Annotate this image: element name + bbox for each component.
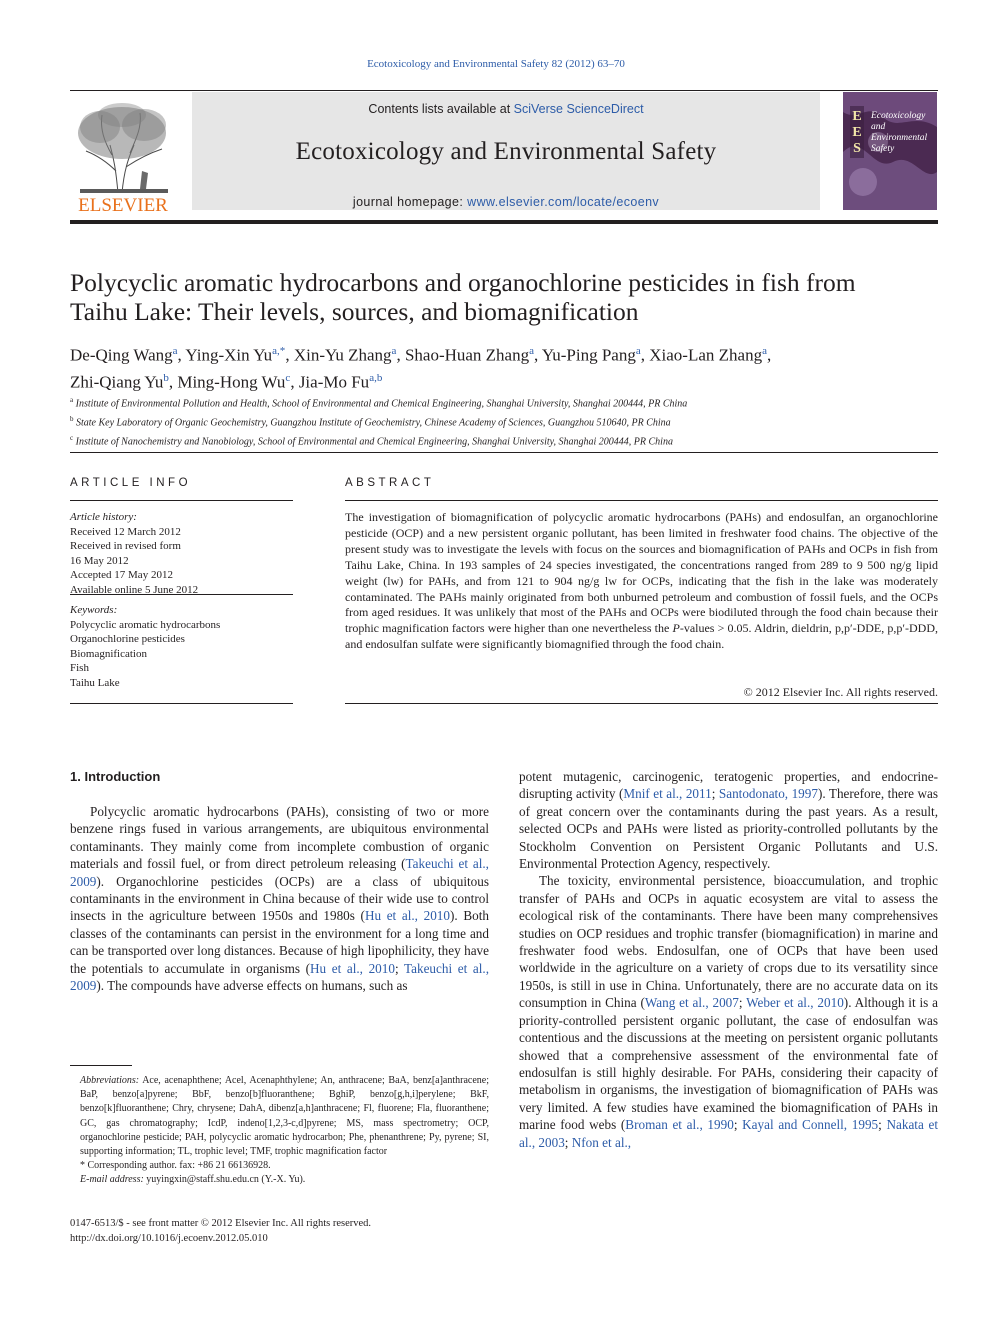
- keyword: Biomagnification: [70, 647, 147, 660]
- abstract-rule: [345, 703, 938, 704]
- abbreviations-footnote: Abbreviations: Ace, acenaphthene; Acel, Acenaphthylene; An, anthracene; BaA, benz[a]anthracene; BaP, benzo[a]pyrene; BbF, benzo[b]fluoranthene; BghiP, benzo[g,h,i]perylene; BkF, benzo[k]fluoranthene; Chry, chrysene; DahA, dibenz[a,h]anthracene; Fl, fluorene; Fla, fluoranthene; GC, gas chromatography; IcdP, indeno[1,2,3-c,d]pyrene; MS, mass spectrometry; OCP, organochlorine pesticide; PAH, polycyclic aromatic hydrocarbon; Phe, phenanthrene; Py, pyrene; SI, supporting information; TL, trophic level; TMF, trophic magnification factor: [80, 1075, 489, 1158]
- author-name: Shao-Huan Zhang: [404, 345, 530, 365]
- svg-text:S: S: [853, 141, 861, 156]
- author-affiliation-mark[interactable]: a,*: [272, 345, 286, 357]
- svg-text:E: E: [852, 125, 862, 140]
- author-name: Zhi-Qiang Yu: [70, 372, 164, 392]
- contents-availability: [192, 102, 820, 116]
- affiliation-item: $^b$ State Key Laboratory of Organic Geochemistry, Guangzhou Institute of Geochemistry, Chinese Academy of Sciences, Guangzhou 510640, PR China: [70, 414, 671, 429]
- masthead-top-rule: [70, 90, 938, 91]
- citation-link[interactable]: Wang et al., 2007: [644, 995, 739, 1011]
- paragraph-text: ). Both classes of the contaminants can persist in the environment for a long time and can be transported over long distances. Because of high lipophilicity, they have the potentials to accumulate in organisms (: [70, 908, 489, 976]
- citation-link[interactable]: Santodonato, 1997: [718, 786, 818, 802]
- citation-link[interactable]: Mnif et al., 2011: [623, 786, 712, 802]
- contents-prefix: Contents lists available at: [368, 102, 514, 116]
- author-name: Yu-Ping Pang: [541, 345, 636, 365]
- paragraph-text: ). The compounds have adverse effects on humans, such as: [96, 978, 408, 994]
- abstract-text: The investigation of biomagnification of polycyclic aromatic hydrocarbons (PAHs) and endosulfan, an organochlorine pesticide (OCP) and a new persistent organic pollutant, has been limited in freshwater food chains. The objective of the present study was to investigate the levels with focus on the sources and biomagnification of PAHs and OCPs in fish from Taihu Lake, China. In 193 samples of 24 species investigated, the concentrations ranged from 289 to 9 500 ng/g lipid weight (lw) for PAHs, and from 121 to 904 ng/g lw for OCPs, indicating that the fish in the lake was moderately contaminated. The PAHs mainly originated from both unburned petroleum and combustion of fossil fuels, and the OCPs from aged residues. It was unlikely that most of the PAHs and OCPs were biodiluted through the food chain because their trophic magnification factors were higher than one nevertheless the P-values > 0.05. Aldrin, dieldrin, p,p′-DDE, p,p′-DDD, and endosulfan sulfate were significantly biomagnified through the food chain.: [345, 510, 938, 652]
- paragraph-text: ). Although it is a priority-controlled persistent organic pollutant, the case of endosulfan was contentious and the discussions at the meeting on persistent organic pollutants showed that a comprehensive assessment of the environmental fate of endosulfan is still highly desirable. For PAHs, considering their capacity of metabolism in organisms, the investigation of biomagnification of PAHs was very limited. A few studies have examined the biomagnification of PAHs in marine food webs (: [519, 995, 938, 1133]
- footnotes: [70, 1074, 489, 1188]
- article-history-label: Article history:: [70, 511, 137, 523]
- body-column-left: [70, 803, 489, 994]
- article-info-heading: ARTICLE INFO: [70, 477, 192, 489]
- author-affiliation-mark[interactable]: b: [163, 371, 169, 384]
- masthead-bottom-rule: [70, 220, 938, 224]
- keyword: Polycyclic aromatic hydrocarbons: [70, 618, 221, 631]
- abstract-heading: ABSTRACT: [345, 477, 435, 489]
- section-divider: [70, 452, 938, 453]
- paragraph-text: ;: [878, 1117, 887, 1133]
- paragraph-text: ). Organochlorine pesticides (OCPs) are a class of ubiquitous contaminants in the environment in China because of their wide use to control insects in the agriculture between 1950s and 1980s (: [70, 873, 489, 924]
- paragraph-text: potent mutagenic, carcinogenic, teratogenic properties, and endocrine-disrupting activity (: [519, 769, 938, 802]
- citation-link[interactable]: Hu et al., 2010: [309, 960, 395, 976]
- citation-link[interactable]: Kayal and Connell, 1995: [742, 1117, 879, 1133]
- svg-text:Safety: Safety: [871, 144, 895, 154]
- article-info-rule: [70, 703, 293, 704]
- author-affiliation-mark[interactable]: a: [529, 345, 534, 357]
- keyword: Taihu Lake: [70, 676, 120, 689]
- svg-text:Ecotoxicology: Ecotoxicology: [871, 111, 926, 121]
- paragraph-text: ;: [564, 1134, 572, 1150]
- author-name: Ying-Xin Yu: [185, 345, 273, 365]
- history-item: Available online 5 June 2012: [70, 583, 199, 596]
- email-footnote: E-mail address: yuyingxin@staff.shu.edu.cn (Y.-X. Yu).: [80, 1174, 306, 1186]
- keywords-label: Keywords:: [70, 604, 118, 616]
- citation-link[interactable]: Takeuchi et al., 2009: [70, 856, 489, 889]
- affiliation-list: [70, 393, 938, 449]
- author-affiliation-mark[interactable]: a,b: [369, 371, 383, 384]
- paragraph-text: ;: [738, 995, 747, 1011]
- citation-link[interactable]: Weber et al., 2010: [746, 995, 844, 1011]
- sciencedirect-link[interactable]: SciVerse ScienceDirect: [513, 102, 644, 116]
- journal-banner: [192, 92, 820, 210]
- article-title-line: Polycyclic aromatic hydrocarbons and organochlorine pesticides in fish from: [70, 268, 856, 297]
- history-item: Received 12 March 2012: [70, 525, 181, 538]
- author-affiliation-mark[interactable]: c: [285, 371, 291, 384]
- abstract-copyright: © 2012 Elsevier Inc. All rights reserved.: [743, 685, 938, 699]
- svg-text:Environmental: Environmental: [871, 133, 928, 143]
- abstract-rule: [345, 500, 938, 501]
- journal-citation[interactable]: Ecotoxicology and Environmental Safety 82 (2012) 63–70: [367, 58, 625, 70]
- author-name: Xin-Yu Zhang: [293, 345, 392, 365]
- homepage-prefix: journal homepage:: [352, 195, 468, 209]
- author-list: De-Qing Wang$^a$, Ying-Xin $Yu^{a,*}$, Xin-Yu Zhang$^a$, Shao-Huan Zhang$^a$, Yu-Ping Pang$^a$, Xiao-Lan Zhang$^a$, Zhi-Qiang Yu$^b$, Ming-Hong Wu$^c$, Jia-Mo Fu$^{a,b}$: [70, 345, 772, 392]
- corresponding-author-footnote: * Corresponding author. fax: +86 21 66136928.: [80, 1160, 271, 1172]
- author-affiliation-mark[interactable]: a: [391, 345, 397, 357]
- svg-text:E: E: [852, 109, 862, 124]
- journal-name: Ecotoxicology and Environmental Safety: [295, 138, 717, 165]
- author-name: Ming-Hong Wu: [177, 372, 286, 392]
- article-history: [70, 510, 293, 597]
- author-affiliation-mark[interactable]: a: [635, 345, 641, 357]
- article-meta: [70, 1216, 489, 1246]
- doi-link[interactable]: http://dx.doi.org/10.1016/j.ecoenv.2012.05.010: [70, 1233, 268, 1244]
- body-column-right: [519, 768, 938, 1151]
- article-title: [70, 268, 938, 326]
- citation-link[interactable]: Nakata et al., 2003: [519, 1117, 939, 1150]
- author-affiliation-mark[interactable]: a: [172, 345, 178, 357]
- paragraph-text: Polycyclic aromatic hydrocarbons (PAHs), consisting of two or more benzene rings fused in various arrangements, are ubiquitous environmental contaminants. They mainly come from incomplete combustion of organic materials and fossil fuel, or from direct petroleum releasing (: [70, 804, 489, 872]
- history-item: Accepted 17 May 2012: [70, 569, 173, 581]
- keyword: Organochlorine pesticides: [70, 633, 185, 645]
- journal-cover-thumbnail[interactable]: [843, 92, 937, 210]
- author-name: De-Qing Wang: [70, 345, 173, 365]
- elsevier-tree-icon: [70, 101, 176, 213]
- paragraph-text: ;: [733, 1117, 743, 1133]
- paragraph: [70, 803, 489, 994]
- affiliation-item: $^a$ Institute of Environmental Pollution and Health, School of Environmental and Chemical Engineering, Shanghai University, Shanghai 200444, PR China: [70, 396, 688, 410]
- article-title-line: Taihu Lake: Their levels, sources, and biomagnification: [70, 297, 639, 326]
- citation-link[interactable]: Broman et al., 1990: [625, 1117, 734, 1133]
- history-item: 16 May 2012: [70, 554, 129, 567]
- citation-link[interactable]: Takeuchi et al., 2009: [70, 960, 489, 994]
- paragraph: [519, 768, 938, 872]
- paragraph-text: ;: [394, 960, 404, 976]
- citation-link[interactable]: Nfon et al.,: [571, 1134, 632, 1150]
- keyword: Fish: [70, 662, 89, 674]
- elsevier-wordmark: ELSEVIER: [78, 195, 168, 213]
- paragraph-text: ). Therefore, there was of great concern over the contaminants during the past years. As a result, selected OCPs and PAHs were listed as priority-controlled pollutants by the Stockholm Convention on Persistent Organic Pollutants and U.S. Environmental Protection Agency, respectively.: [519, 786, 938, 872]
- author-name: Jia-Mo Fu: [298, 372, 370, 392]
- issn-line: 0147-6513/$ - see front matter © 2012 Elsevier Inc. All rights reserved.: [70, 1218, 372, 1229]
- introduction-heading: 1. Introduction: [70, 769, 161, 784]
- paragraph-text: The toxicity, environmental persistence, bioaccumulation, and trophic transfer of PAHs and OCPs in aquatic ecosystem are vital to assess the ecological risk of the contaminants. There have been many comprehensives studies on OCP residues and trophic transfer (biomagnification) in marine and freshwater food webs. Endosulfan, one of OCPs that have been used worldwide in the agriculture on a variety of crops due to its versatility since 1950s, is still in use in China. Unfortunately, there are no accurate data on its consumption in China (: [519, 873, 938, 1011]
- svg-text:and: and: [871, 122, 886, 132]
- author-name: Xiao-Lan Zhang: [649, 345, 763, 365]
- citation-link[interactable]: Hu et al., 2010: [364, 908, 450, 924]
- journal-homepage: [192, 195, 820, 209]
- elsevier-logo[interactable]: [70, 101, 176, 213]
- author-affiliation-mark[interactable]: a: [762, 345, 767, 357]
- journal-cover-image: [843, 92, 937, 210]
- paragraph-text: ;: [711, 786, 719, 802]
- footnote-rule: [70, 1065, 132, 1066]
- homepage-link[interactable]: www.elsevier.com/locate/ecoenv: [467, 195, 660, 209]
- article-info-rule: [70, 500, 293, 501]
- paragraph: [519, 872, 938, 1151]
- article-info-rule: [70, 594, 293, 595]
- keywords: [70, 603, 293, 690]
- affiliation-item: $^c$ Institute of Nanochemistry and Nanobiology, School of Environmental and Chemical Engineering, Shanghai University, Shanghai 200444, PR China: [70, 433, 673, 447]
- history-item: Received in revised form: [70, 540, 181, 552]
